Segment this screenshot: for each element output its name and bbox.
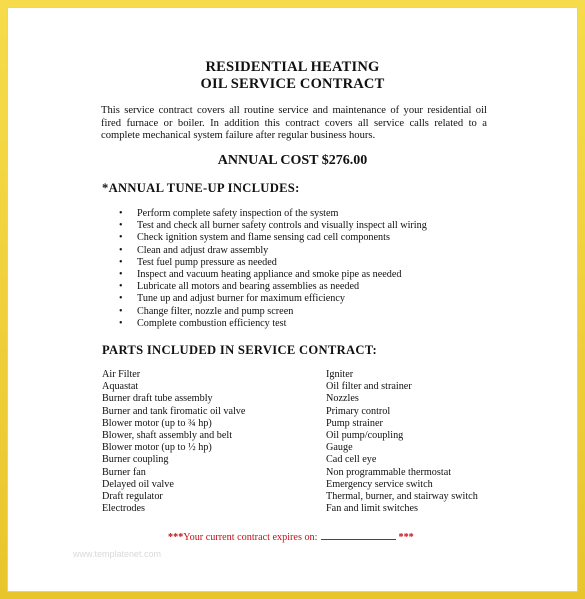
- list-item: Fan and limit switches: [326, 503, 418, 515]
- list-item: Blower motor (up to ¾ hp): [102, 417, 212, 429]
- list-item: Nozzles: [326, 393, 359, 405]
- list-item: Oil pump/coupling: [326, 430, 404, 442]
- expiry-date-blank: [321, 530, 396, 540]
- stars-open: ***: [168, 532, 184, 543]
- list-item: • Inspect and vacuum heating appliance and smoke pipe as needed: [117, 269, 427, 281]
- tuneup-list: [117, 208, 427, 330]
- list-item: • Lubricate all motors and bearing assemblies as needed: [117, 281, 427, 293]
- list-item: Non programmable thermostat: [326, 466, 452, 478]
- list-item: Burner draft tube assembly: [102, 393, 213, 405]
- list-item: Gauge: [326, 442, 353, 454]
- list-item: • Check ignition system and flame sensing cad cell components: [117, 232, 427, 244]
- parts-list-right: [326, 369, 478, 515]
- stars-close: ***: [398, 532, 414, 543]
- expiry-label: Your current contract expires on:: [183, 532, 318, 543]
- list-item: Blower motor (up to ½ hp): [102, 442, 212, 454]
- list-item: Primary control: [326, 405, 391, 417]
- list-item: Pump strainer: [326, 417, 383, 429]
- title-line-1: RESIDENTIAL HEATING: [205, 59, 380, 75]
- list-item: Burner and tank firomatic oil valve: [102, 405, 246, 417]
- list-item: Blower, shaft assembly and belt: [102, 430, 233, 442]
- list-item: • Change filter, nozzle and pump screen: [117, 306, 427, 318]
- list-item: • Complete combustion efficiency test: [117, 318, 427, 330]
- list-item: Cad cell eye: [326, 454, 377, 466]
- intro-paragraph: This service contract covers all routine service and maintenance of your residential oil fired furnace or boiler. In addition this contract covers all service calls related to a complete mechanical system failure after regular business hours.: [101, 105, 487, 141]
- list-item: Oil filter and strainer: [326, 381, 412, 393]
- document-page: [7, 7, 578, 592]
- list-item: Thermal, burner, and stairway switch: [326, 491, 478, 503]
- contract-expiry-line: [168, 530, 414, 543]
- title-line-2: OIL SERVICE CONTRACT: [200, 76, 385, 92]
- watermark: www.templatenet.com: [73, 549, 162, 559]
- list-item: Electrodes: [102, 503, 145, 515]
- list-item: • Perform complete safety inspection of the system: [117, 208, 427, 220]
- list-item: • Clean and adjust draw assembly: [117, 245, 427, 257]
- list-item: Burner coupling: [102, 454, 169, 466]
- list-item: • Test fuel pump pressure as needed: [117, 257, 427, 269]
- list-item: • Test and check all burner safety controls and visually inspect all wiring: [117, 220, 427, 232]
- list-item: Igniter: [326, 369, 354, 380]
- list-item: Burner fan: [102, 466, 146, 478]
- parts-list-left: [102, 369, 245, 515]
- list-item: Aquastat: [102, 381, 139, 393]
- tuneup-heading: *ANNUAL TUNE-UP INCLUDES:: [102, 181, 300, 195]
- list-item: Delayed oil valve: [102, 478, 174, 490]
- list-item: Air Filter: [102, 369, 141, 380]
- list-item: Emergency service switch: [326, 478, 433, 490]
- parts-heading: PARTS INCLUDED IN SERVICE CONTRACT:: [102, 343, 378, 357]
- list-item: • Tune up and adjust burner for maximum efficiency: [117, 293, 427, 305]
- list-item: Draft regulator: [102, 491, 163, 503]
- annual-cost: ANNUAL COST $276.00: [217, 153, 368, 168]
